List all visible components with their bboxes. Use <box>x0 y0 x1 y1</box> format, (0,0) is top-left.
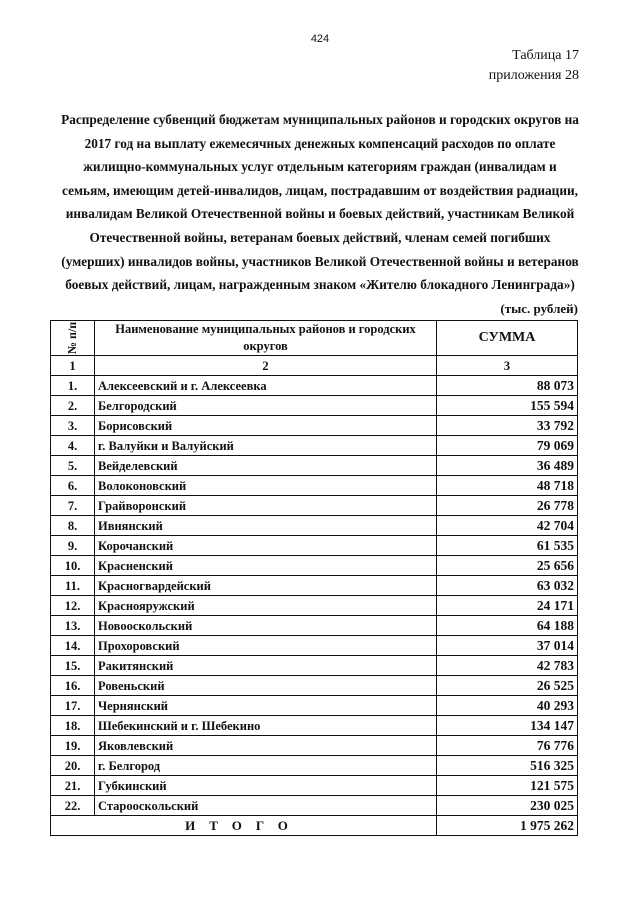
row-number: 20. <box>51 756 95 776</box>
table-row <box>51 596 578 616</box>
row-name: Белгородский <box>95 396 437 416</box>
row-sum: 26 778 <box>437 496 578 516</box>
heading-line: Отечественной войны, ветеранам боевых действий, членам семей погибших <box>89 229 551 245</box>
heading-line: семьям, имеющим детей-инвалидов, лицам, пострадавшим от воздействия радиации, <box>62 182 578 198</box>
page-number: 424 <box>310 33 330 45</box>
row-sum: 61 535 <box>437 536 578 556</box>
row-number: 21. <box>51 776 95 796</box>
row-sum: 79 069 <box>437 436 578 456</box>
heading-line: Распределение субвенций бюджетам муниципальных районов и городских округов на <box>61 112 579 127</box>
row-number: 17. <box>51 696 95 716</box>
table-row <box>51 616 578 636</box>
table-row <box>51 416 578 436</box>
table-row <box>51 436 578 456</box>
column-index: 1 <box>51 356 95 376</box>
row-sum: 40 293 <box>437 696 578 716</box>
table-row <box>51 756 578 776</box>
row-sum: 37 014 <box>437 636 578 656</box>
row-number: 9. <box>51 536 95 556</box>
row-sum: 42 704 <box>437 516 578 536</box>
row-number: 5. <box>51 456 95 476</box>
table-row <box>51 456 578 476</box>
table-reference <box>489 46 579 86</box>
row-number: 6. <box>51 476 95 496</box>
column-index: 2 <box>95 356 437 376</box>
document-heading <box>50 108 590 297</box>
row-number: 11. <box>51 576 95 596</box>
header-name: Наименование муниципальных районов и городских округов <box>95 321 437 356</box>
row-name: Красногвардейский <box>95 576 437 596</box>
row-sum: 64 188 <box>437 616 578 636</box>
row-name: Старооскольский <box>95 796 437 816</box>
heading-line: (умерших) инвалидов войны, участников Великой Отечественной войны и ветеранов <box>61 253 579 269</box>
row-number: 16. <box>51 676 95 696</box>
row-name: Красненский <box>95 556 437 576</box>
table-header-row <box>51 321 578 356</box>
row-sum: 33 792 <box>437 416 578 436</box>
row-name: Яковлевский <box>95 736 437 756</box>
row-name: Грайворонский <box>95 496 437 516</box>
table-row <box>51 576 578 596</box>
row-name: Прохоровский <box>95 636 437 656</box>
table-row <box>51 516 578 536</box>
heading-line: инвалидам Великой Отечественной войны и боевых действий, участникам Великой <box>65 206 575 222</box>
heading-line: 2017 год на выплату ежемесячных денежных компенсаций расходов по оплате <box>84 135 556 151</box>
table-row <box>51 736 578 756</box>
table-row <box>51 496 578 516</box>
row-name: Корочанский <box>95 536 437 556</box>
row-name: Борисовский <box>95 416 437 436</box>
row-number: 15. <box>51 656 95 676</box>
row-name: Чернянский <box>95 696 437 716</box>
row-sum: 76 776 <box>437 736 578 756</box>
heading-line: жилищно-коммунальных услуг отдельным категориям граждан (инвалидам и <box>83 159 557 175</box>
row-sum: 121 575 <box>437 776 578 796</box>
units-label: (тыс. рублей) <box>500 301 578 316</box>
row-sum: 24 171 <box>437 596 578 616</box>
table-ref-line: Таблица 17 <box>512 48 579 63</box>
row-name: Ивнянский <box>95 516 437 536</box>
header-num-label: № п/п <box>65 321 80 355</box>
row-name: Ровеньский <box>95 676 437 696</box>
table-row <box>51 476 578 496</box>
row-sum: 88 073 <box>437 376 578 396</box>
table-row <box>51 676 578 696</box>
row-sum: 48 718 <box>437 476 578 496</box>
table-row <box>51 636 578 656</box>
table-ref-line: приложения 28 <box>488 68 579 83</box>
row-number: 18. <box>51 716 95 736</box>
row-name: Вейделевский <box>95 456 437 476</box>
row-name: г. Белгород <box>95 756 437 776</box>
table-row <box>51 716 578 736</box>
row-name: г. Валуйки и Валуйский <box>95 436 437 456</box>
total-sum: 1 975 262 <box>437 816 578 836</box>
row-sum: 230 025 <box>437 796 578 816</box>
column-index-row <box>51 356 578 376</box>
column-index: 3 <box>437 356 578 376</box>
row-number: 4. <box>51 436 95 456</box>
row-name: Губкинский <box>95 776 437 796</box>
row-sum: 155 594 <box>437 396 578 416</box>
table-row <box>51 796 578 816</box>
row-name: Шебекинский и г. Шебекино <box>95 716 437 736</box>
row-name: Ракитянский <box>95 656 437 676</box>
row-number: 3. <box>51 416 95 436</box>
row-number: 2. <box>51 396 95 416</box>
row-sum: 63 032 <box>437 576 578 596</box>
row-name: Волоконовский <box>95 476 437 496</box>
header-sum: СУММА <box>437 321 578 356</box>
row-number: 12. <box>51 596 95 616</box>
table-row <box>51 656 578 676</box>
subsidy-table <box>50 320 578 836</box>
row-name: Новооскольский <box>95 616 437 636</box>
row-sum: 36 489 <box>437 456 578 476</box>
row-name: Алексеевский и г. Алексеевка <box>95 376 437 396</box>
table-row <box>51 776 578 796</box>
row-sum: 516 325 <box>437 756 578 776</box>
table-row <box>51 376 578 396</box>
header-num <box>51 321 95 356</box>
row-sum: 134 147 <box>437 716 578 736</box>
row-name: Краснояружский <box>95 596 437 616</box>
row-number: 7. <box>51 496 95 516</box>
row-number: 1. <box>51 376 95 396</box>
row-number: 22. <box>51 796 95 816</box>
total-label: ИТОГО <box>51 816 437 836</box>
table-row <box>51 396 578 416</box>
row-number: 8. <box>51 516 95 536</box>
row-sum: 25 656 <box>437 556 578 576</box>
row-number: 14. <box>51 636 95 656</box>
row-number: 13. <box>51 616 95 636</box>
row-sum: 42 783 <box>437 656 578 676</box>
heading-line: боевых действий, лицам, награжденным знаком «Жителю блокадного Ленинграда») <box>65 277 575 293</box>
total-row <box>51 816 578 836</box>
row-number: 19. <box>51 736 95 756</box>
row-sum: 26 525 <box>437 676 578 696</box>
table-row <box>51 696 578 716</box>
row-number: 10. <box>51 556 95 576</box>
table-row <box>51 556 578 576</box>
table-row <box>51 536 578 556</box>
